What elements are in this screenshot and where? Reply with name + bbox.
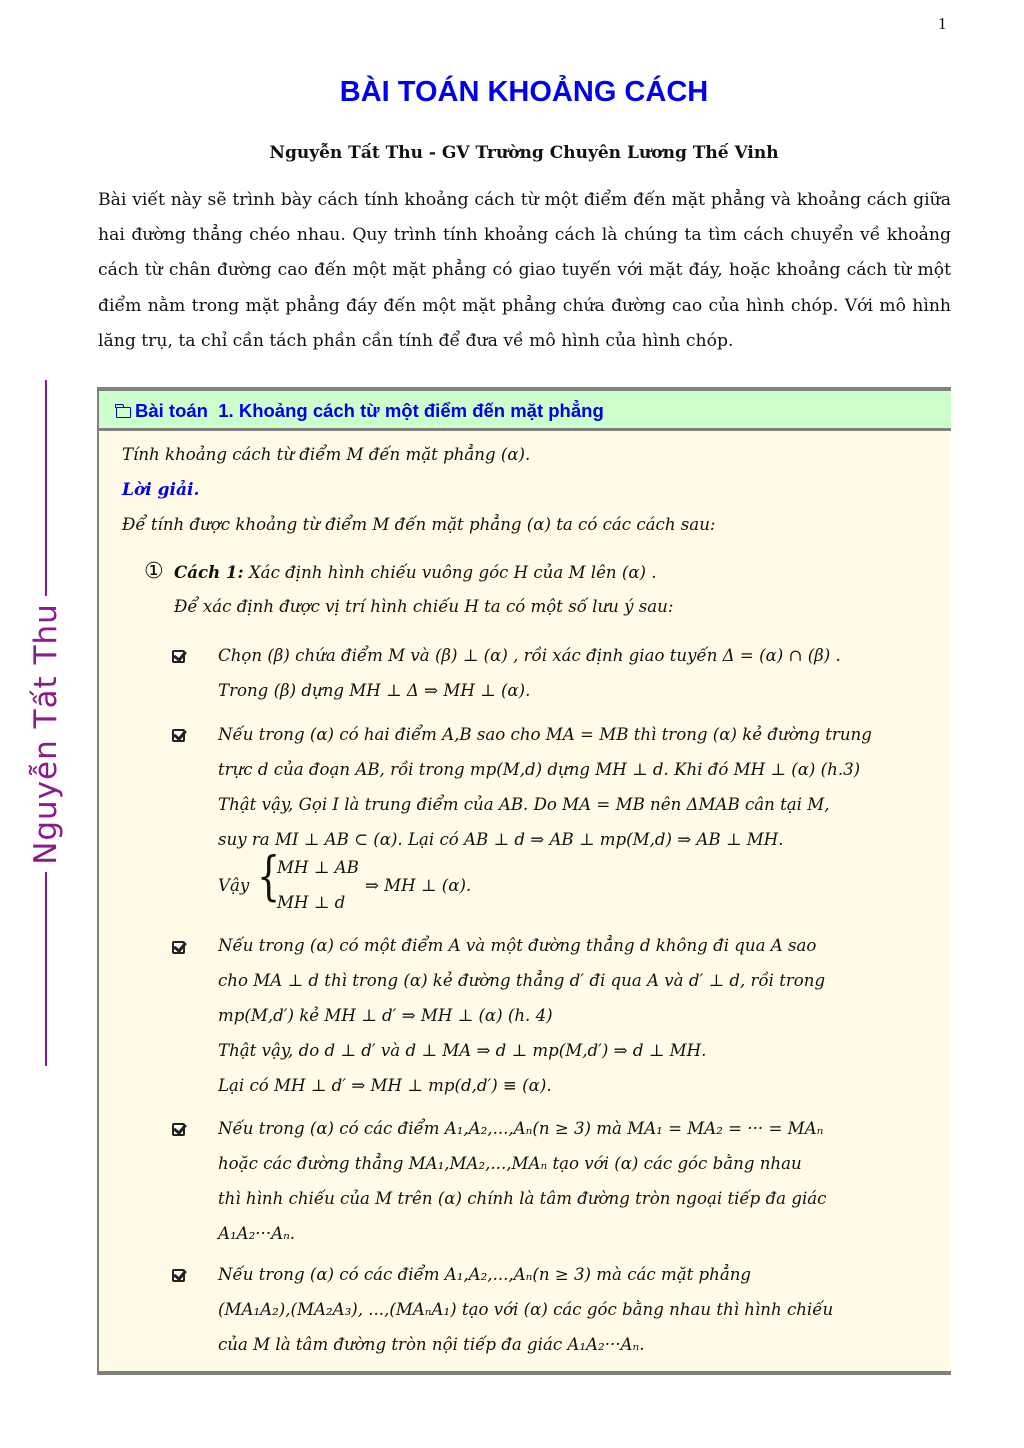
item-4-line-4: A₁A₂···Aₙ.: [218, 1224, 296, 1243]
intro-paragraph: Bài viết này sẽ trình bày cách tính khoảng cách từ một điểm đến mặt phẳng và khoảng cách giữa hai đường thẳng chéo nhau. Quy trình tính khoảng cách là chúng ta tìm cách chuyển về khoảng cách từ chân đường cao đến một mặt phẳng có giao tuyến với mặt đáy, hoặc khoảng cách từ một điểm nằm trong mặt phẳng đáy đến một mặt phẳng chứa đường cao của hình chóp. Với mô hình lăng trụ, ta chỉ cần tách phần cần tính để đưa về mô hình của hình chóp.: [98, 190, 951, 351]
item-1-line-1: Chọn (β) chứa điểm M và (β) ⊥ (α) , rồi xác định giao tuyến Δ = (α) ∩ (β) .: [218, 646, 841, 665]
problem-statement: Tính khoảng cách từ điểm M đến mặt phẳng (α).: [122, 445, 531, 464]
watermark-text: Nguyễn Tất Thu: [28, 603, 64, 865]
item-3-line-3: mp(M,d′) kẻ MH ⊥ d′ ⇒ MH ⊥ (α) (h. 4): [218, 1006, 553, 1025]
solution-intro: Để tính được khoảng từ điểm M đến mặt phẳng (α) ta có các cách sau:: [122, 515, 716, 534]
item-3-line-2: cho MA ⊥ d thì trong (α) kẻ đường thẳng d′ đi qua A và d′ ⊥ d, rồi trong: [218, 971, 826, 990]
method-line: [174, 562, 657, 582]
folder-icon: [116, 407, 131, 418]
checkbox-icon: [172, 1269, 185, 1282]
problem-heading-text: Bài toán 1. Khoảng cách từ một điểm đến mặt phẳng: [135, 400, 604, 421]
item-3-line-4: Thật vậy, do d ⊥ d′ và d ⊥ MA ⇒ d ⊥ mp(M,d′) ⇒ d ⊥ MH.: [218, 1041, 707, 1060]
checkbox-icon: [172, 941, 185, 954]
checkbox-icon: [172, 650, 185, 663]
method-note: Để xác định được vị trí hình chiếu H ta có một số lưu ý sau:: [174, 597, 674, 616]
item-1-line-2: Trong (β) dựng MH ⊥ Δ ⇒ MH ⊥ (α).: [218, 681, 531, 700]
conclusion-prefix: Vậy: [218, 876, 250, 895]
watermark-line-bottom: [45, 872, 47, 1066]
box-bottom-border: [97, 1371, 951, 1375]
item-4-line-1: Nếu trong (α) có các điểm A₁,A₂,...,Aₙ(n ≥ 3) mà MA₁ = MA₂ = ··· = MAₙ: [218, 1119, 824, 1138]
circled-one-icon: ①: [144, 559, 164, 584]
author-line: Nguyễn Tất Thu - GV Trường Chuyên Lương Thế Vinh: [269, 143, 779, 163]
item-3-line-5: Lại có MH ⊥ d′ ⇒ MH ⊥ mp(d,d′) ≡ (α).: [218, 1076, 552, 1095]
item-2-line-4: suy ra MI ⊥ AB ⊂ (α). Lại có AB ⊥ d ⇒ AB ⊥ mp(M,d) ⇒ AB ⊥ MH.: [218, 830, 784, 849]
page-number: 1: [938, 14, 947, 33]
document-title: BÀI TOÁN KHOẢNG CÁCH: [339, 76, 709, 108]
method-text: Xác định hình chiếu vuông góc H của M lên (α) .: [248, 563, 657, 582]
system-line-2: MH ⊥ d: [277, 893, 346, 912]
item-5-line-3: của M là tâm đường tròn nội tiếp đa giác A₁A₂···Aₙ.: [218, 1335, 645, 1354]
problem-box-header: [97, 391, 951, 428]
problem-heading: [116, 400, 604, 422]
watermark-line-top: [45, 380, 47, 596]
item-3-line-1: Nếu trong (α) có một điểm A và một đường thẳng d không đi qua A sao: [218, 936, 817, 955]
item-4-line-2: hoặc các đường thẳng MA₁,MA₂,...,MAₙ tạo với (α) các góc bằng nhau: [218, 1154, 802, 1173]
item-5-line-2: (MA₁A₂),(MA₂A₃), ...,(MAₙA₁) tạo với (α) các góc bằng nhau thì hình chiếu: [218, 1300, 834, 1319]
item-2-line-1: Nếu trong (α) có hai điểm A,B sao cho MA = MB thì trong (α) kẻ đường trung: [218, 725, 872, 744]
system-line-1: MH ⊥ AB: [277, 858, 359, 877]
problem-box-body: [97, 431, 951, 1371]
checkbox-icon: [172, 729, 185, 742]
checkbox-icon: [172, 1123, 185, 1136]
problem-box: [97, 387, 951, 1375]
conclusion-result: ⇒ MH ⊥ (α).: [365, 876, 472, 895]
side-watermark: [0, 380, 96, 1066]
item-2-line-2: trực d của đoạn AB, rồi trong mp(M,d) dựng MH ⊥ d. Khi đó MH ⊥ (α) (h.3): [218, 760, 861, 779]
method-label: Cách 1:: [174, 562, 244, 582]
item-5-line-1: Nếu trong (α) có các điểm A₁,A₂,...,Aₙ(n ≥ 3) mà các mặt phẳng: [218, 1265, 752, 1284]
item-2-line-3: Thật vậy, Gọi I là trung điểm của AB. Do MA = MB nên ΔMAB cân tại M,: [218, 795, 830, 814]
brace-symbol: {: [256, 847, 281, 907]
solution-label: Lời giải.: [122, 480, 200, 500]
item-4-line-3: thì hình chiếu của M trên (α) chính là tâm đường tròn ngoại tiếp đa giác: [218, 1189, 827, 1208]
